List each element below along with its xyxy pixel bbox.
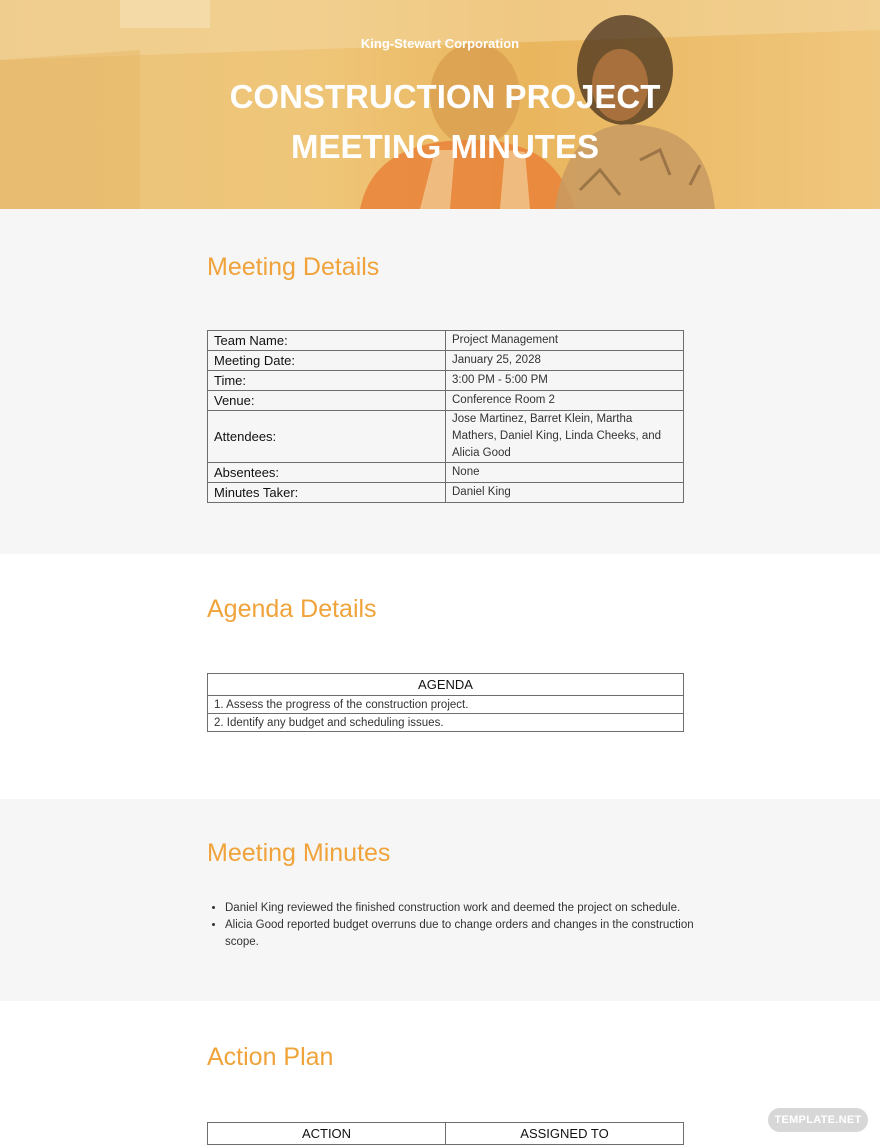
- agenda-details-section: [0, 554, 880, 799]
- list-item: • Daniel King reviewed the finished construction work and deemed the project on schedule.: [225, 900, 695, 917]
- value-attendees: Jose Martinez, Barret Klein, Martha Mathers, Daniel King, Linda Cheeks, and Alicia Good: [446, 411, 684, 463]
- table-row: [208, 483, 684, 503]
- table-row: [208, 463, 684, 483]
- title-line-1: CONSTRUCTION PROJECT: [229, 78, 661, 115]
- assigned-to-column-header: ASSIGNED TO: [446, 1123, 684, 1145]
- meeting-details-table: [207, 330, 684, 503]
- label-minutes-taker: Minutes Taker:: [208, 483, 446, 503]
- value-time: 3:00 PM - 5:00 PM: [446, 371, 684, 391]
- value-venue: Conference Room 2: [446, 391, 684, 411]
- value-team-name: Project Management: [446, 331, 684, 351]
- label-attendees: Attendees:: [208, 411, 446, 463]
- value-minutes-taker: Daniel King: [446, 483, 684, 503]
- table-row: [208, 411, 684, 463]
- title-line-2: MEETING MINUTES: [290, 128, 599, 165]
- table-row: [208, 391, 684, 411]
- document-title: [0, 72, 880, 172]
- list-item: • Alicia Good reported budget overruns due to change orders and changes in the construction scope.: [225, 917, 695, 951]
- table-row: [208, 331, 684, 351]
- agenda-details-heading: Agenda Details: [207, 595, 377, 623]
- table-row: [208, 371, 684, 391]
- meeting-details-heading: Meeting Details: [207, 253, 380, 281]
- company-name: King-Stewart Corporation: [360, 36, 520, 51]
- table-row: [208, 696, 684, 714]
- action-column-header: ACTION: [208, 1123, 446, 1145]
- table-header-row: [208, 674, 684, 696]
- agenda-column-header: AGENDA: [208, 674, 684, 696]
- agenda-table: [207, 673, 684, 732]
- template-watermark[interactable]: TEMPLATE.NET: [768, 1108, 868, 1132]
- label-time: Time:: [208, 371, 446, 391]
- agenda-item: 2. Identify any budget and scheduling issues.: [208, 714, 684, 732]
- meeting-minutes-section: [0, 799, 880, 1001]
- label-meeting-date: Meeting Date:: [208, 351, 446, 371]
- agenda-item: 1. Assess the progress of the construction project.: [208, 696, 684, 714]
- meeting-minutes-heading: Meeting Minutes: [207, 839, 391, 867]
- value-absentees: None: [446, 463, 684, 483]
- meeting-details-section: [0, 209, 880, 554]
- minutes-list: [207, 900, 695, 951]
- label-venue: Venue:: [208, 391, 446, 411]
- label-absentees: Absentees:: [208, 463, 446, 483]
- table-header-row: [208, 1123, 684, 1145]
- action-plan-heading: Action Plan: [207, 1043, 334, 1071]
- action-plan-table: [207, 1122, 684, 1145]
- value-meeting-date: January 25, 2028: [446, 351, 684, 371]
- label-team-name: Team Name:: [208, 331, 446, 351]
- table-row: [208, 351, 684, 371]
- action-plan-section: [0, 1001, 880, 1143]
- hero-banner: [0, 0, 880, 209]
- table-row: [208, 714, 684, 732]
